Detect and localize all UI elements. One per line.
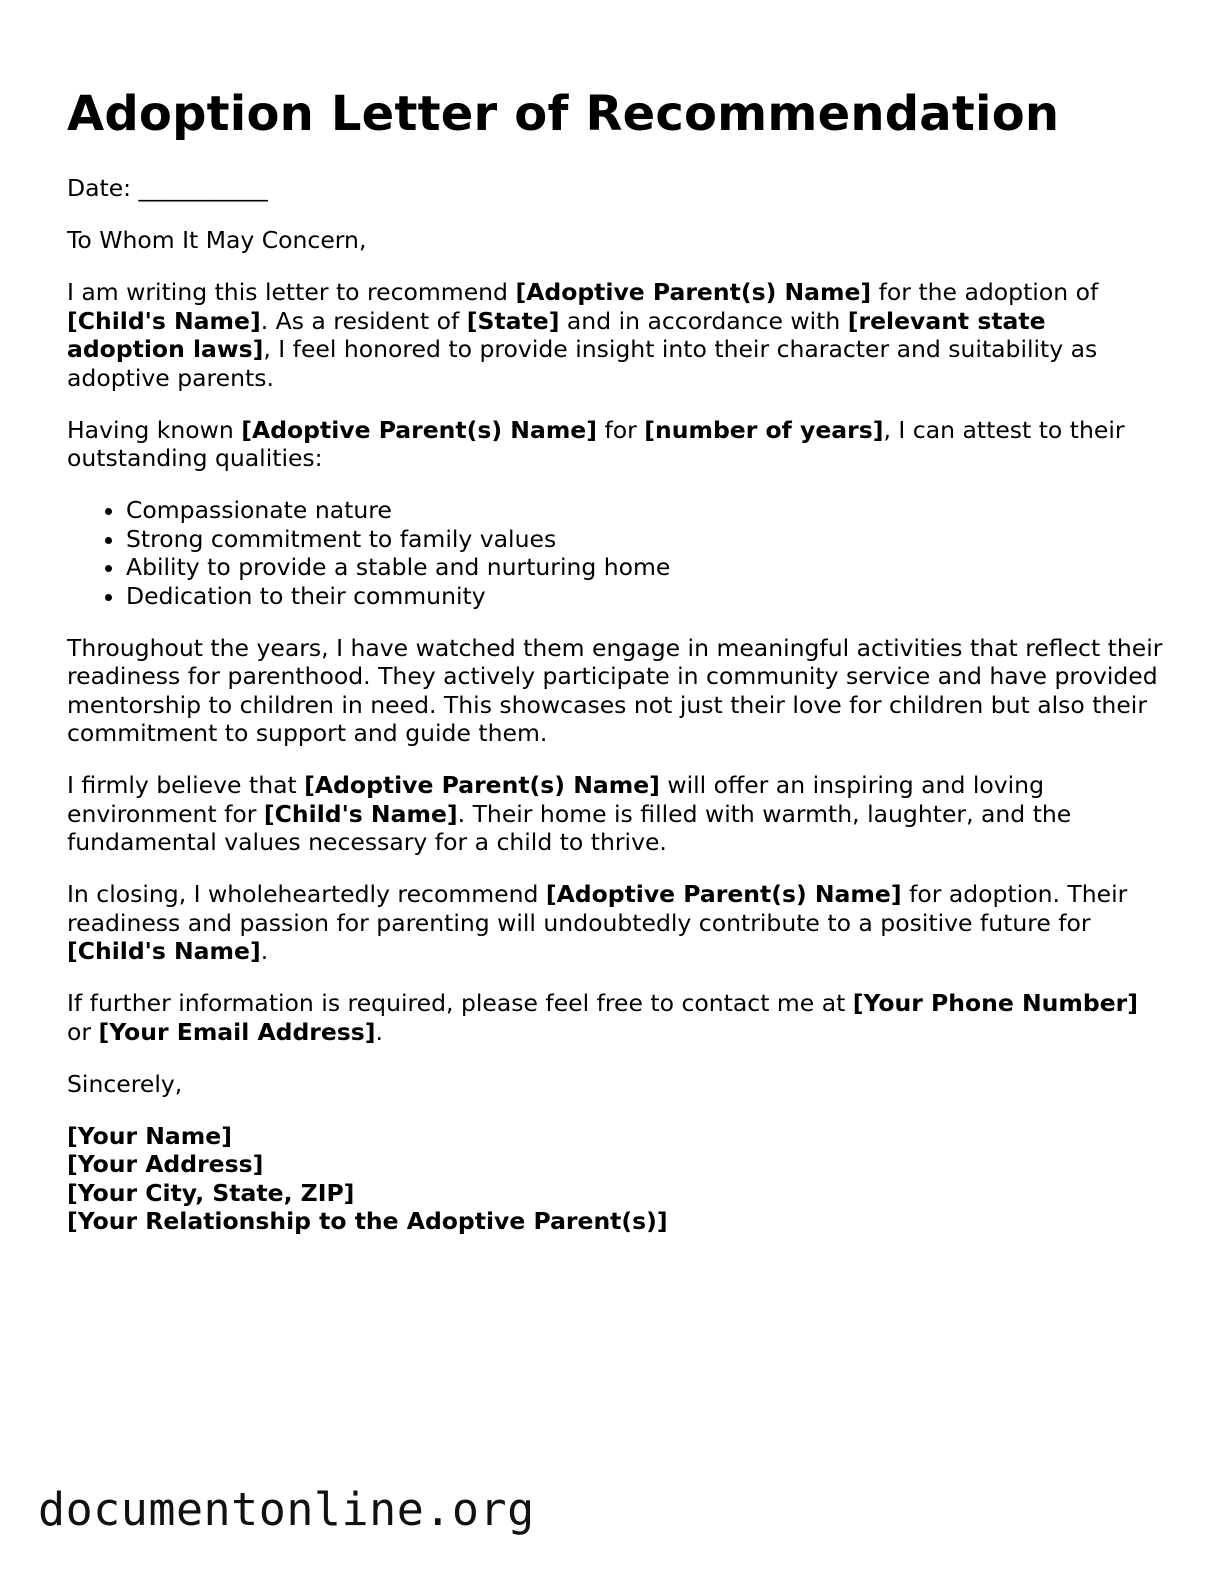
belief-text-3: . Their home is filled with warmth, laughter, and the fundamental values necessary for a child to thrive. (67, 799, 1072, 856)
sign-off: Sincerely, (67, 1069, 183, 1098)
qualities-text-1: Having known (67, 415, 242, 444)
intro-text-1: I am writing this letter to recommend (67, 278, 516, 306)
list-item: • Strong commitment to family values (126, 525, 1167, 554)
intro-paragraph (67, 278, 1167, 392)
activities-paragraph: Throughout the years, I have watched them engage in meaningful activities that reflect their readiness for parenthood. They actively participate in community service and have provided mentorship to children in need. This showcases not just their love for children but also their commitment to support and guide them. (67, 633, 1163, 747)
closing-paragraph (67, 880, 1167, 966)
child-name-placeholder: [Child's Name] (263, 799, 458, 828)
closing-text-2: for adoption. Their readiness and passion for parenting will undoubtedly contribute to a positive future for (67, 880, 1128, 937)
contact-text-1: If further information is required, please feel free to contact me at (67, 989, 853, 1017)
closing-text-3: . (260, 937, 269, 965)
list-item: • Ability to provide a stable and nurturing home (126, 553, 1167, 582)
qualities-list (67, 496, 1167, 610)
closing-text-1: In closing, I wholeheartedly recommend (67, 880, 546, 908)
adoption-laws-placeholder: [relevant state adoption laws] (67, 306, 1046, 363)
qualities-text-2: for (597, 415, 645, 444)
child-name-placeholder: [Child's Name] (67, 937, 261, 965)
contact-text-3: . (375, 1017, 384, 1046)
intro-text-3: . As a resident of (260, 306, 467, 335)
signature-city-state-zip: [Your City, State, ZIP] (67, 1178, 355, 1207)
qualities-intro-paragraph (67, 416, 1167, 473)
intro-text-4: and in accordance with (559, 306, 848, 335)
intro-text-2: for the adoption of (871, 278, 1099, 306)
contact-text-2: or (67, 1017, 99, 1046)
years-placeholder: [number of years] (644, 415, 884, 444)
child-name-placeholder: [Child's Name] (67, 306, 261, 335)
letter-title: Adoption Letter of Recommendation (67, 86, 1060, 142)
contact-paragraph (67, 989, 1167, 1046)
adoptive-parent-placeholder: [Adoptive Parent(s) Name] (304, 771, 660, 799)
email-placeholder: [Your Email Address] (98, 1017, 376, 1046)
letter-page (67, 78, 1167, 1236)
signature-relationship: [Your Relationship to the Adoptive Parent(s)] (67, 1207, 668, 1235)
signature-name: [Your Name] (67, 1121, 232, 1150)
state-placeholder: [State] (466, 306, 560, 335)
site-watermark: documentonline.org (38, 1483, 535, 1536)
belief-text-2: will offer an inspiring and loving environment for (67, 771, 1044, 828)
date-line: Date: ___________ (67, 174, 268, 202)
adoptive-parent-placeholder: [Adoptive Parent(s) Name] (545, 880, 902, 908)
adoptive-parent-placeholder: [Adoptive Parent(s) Name] (241, 415, 597, 444)
belief-paragraph (67, 771, 1167, 857)
list-item: • Compassionate nature (126, 496, 1167, 525)
signature-address: [Your Address] (67, 1150, 264, 1178)
intro-text-5: , I feel honored to provide insight into their character and suitability as adoptive parents. (67, 335, 1098, 392)
list-item: • Dedication to their community (126, 582, 1167, 611)
salutation: To Whom It May Concern, (67, 226, 367, 254)
belief-text-1: I firmly believe that (67, 771, 305, 799)
signature-block (67, 1122, 1167, 1236)
phone-placeholder: [Your Phone Number] (852, 989, 1138, 1017)
qualities-text-3: , I can attest to their outstanding qualities: (67, 415, 1125, 472)
adoptive-parent-placeholder: [Adoptive Parent(s) Name] (515, 278, 872, 306)
